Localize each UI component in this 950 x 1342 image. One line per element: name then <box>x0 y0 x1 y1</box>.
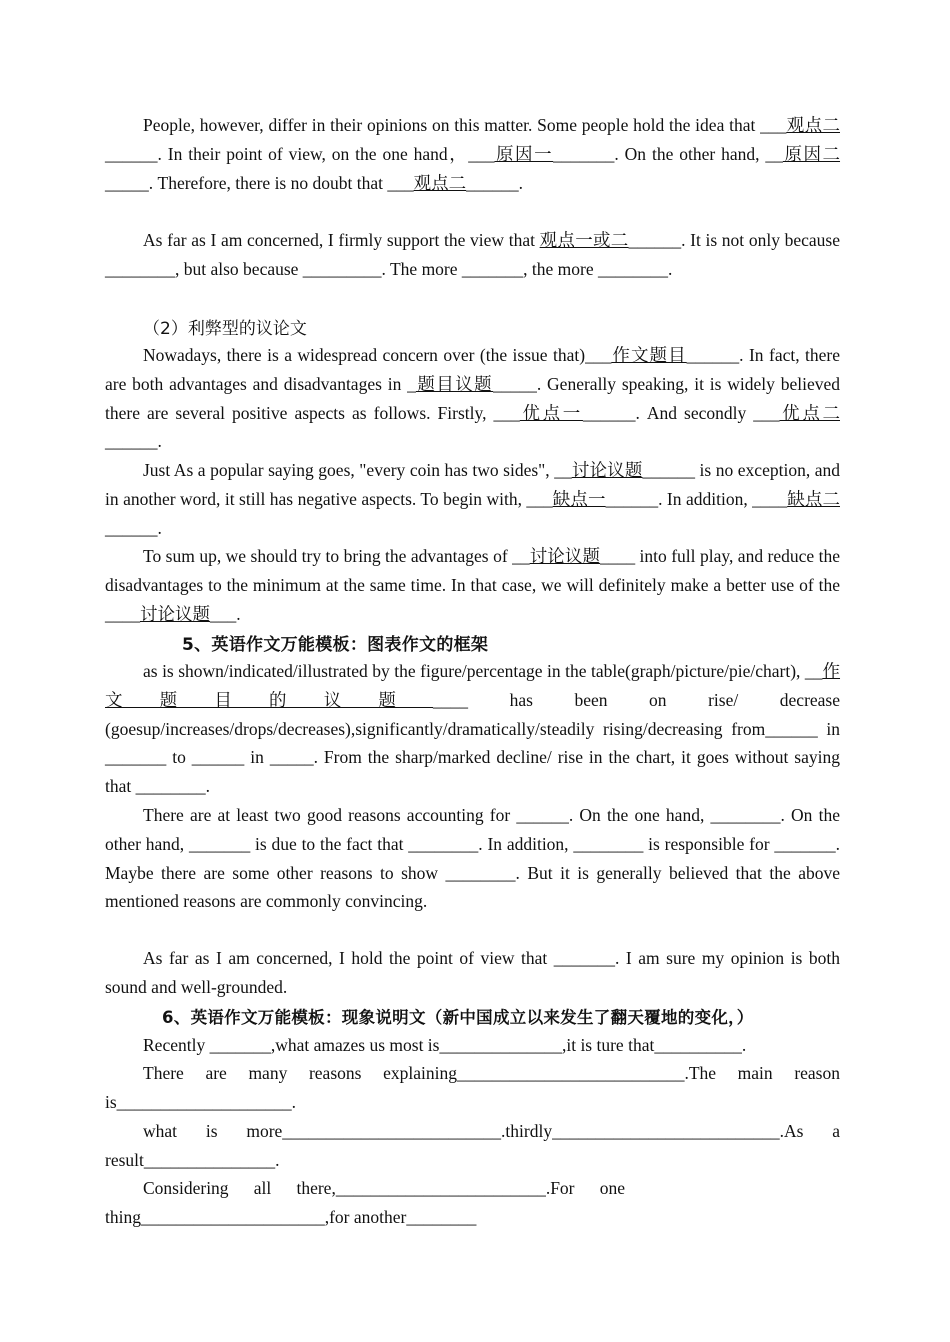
text-run: ______. And secondly ___ <box>582 402 780 423</box>
placeholder-viewpoint-2: 观点二 <box>786 115 840 135</box>
chart-paragraph-1 <box>105 657 840 801</box>
pros-cons-paragraph-2 <box>105 456 840 542</box>
text-run: ______. It is not only because ________, but also because _________. The more _______, the more ________. <box>105 230 840 279</box>
text-run: ______. <box>105 431 162 452</box>
text-run: ______. <box>105 517 162 538</box>
text-run: ______. In their point of view, on the one hand，___ <box>105 143 495 164</box>
text-run: Nowadays, there is a widespread concern over (the issue that)___ <box>143 345 612 365</box>
chart-paragraph-2: There are at least two good reasons accounting for ______. On the one hand, ________. On the other hand, _______ is due to the fact that ________. In addition, ________ is responsible for _______. Maybe there are some other reasons to show ________. But it is generally believed that the above mentioned reasons are commonly convincing. <box>105 805 840 912</box>
phenomenon-paragraph-3: what is more_________________________.thirdly__________________________.As a result_______________. <box>105 1121 840 1170</box>
pros-cons-paragraph-1 <box>105 341 840 456</box>
phenomenon-paragraph-2: There are many reasons explaining__________________________.The main reason is____________________. <box>105 1063 840 1112</box>
placeholder-advantage-2: 优点二 <box>779 402 840 423</box>
text-run: _______. On the other hand, __ <box>553 143 783 164</box>
placeholder-advantage-1: 优点一 <box>519 402 583 423</box>
text-run: as is shown/indicated/illustrated by the figure/percentage in the table(graph/picture/pie/chart), __ <box>143 661 823 681</box>
placeholder-discussion-topic: 讨论议题 <box>529 546 601 566</box>
text-run: ______. <box>466 172 523 193</box>
text-run: ______. In fact, there are both advantages and disadvantages in _ <box>105 345 841 394</box>
phenomenon-paragraph-4: Considering all there,________________________.For one thing_____________________,for another________ <box>105 1178 625 1227</box>
text-run: ____ has been on rise/ decrease (goesup/increases/drops/decreases),significantly/dramatically/steadily rising/decreasing from______ in _______ to ______ in _____. From the sharp/marked decline/ rise in the chart, it goes without saying that ________. <box>105 689 841 797</box>
phenomenon-paragraph-1: Recently _______,what amazes us most is______________,it is ture that__________. <box>143 1035 747 1055</box>
text-run: To sum up, we should try to bring the advantages of __ <box>143 546 530 566</box>
placeholder-essay-topic-issue: 作文题目的议题 <box>105 661 841 710</box>
text-run: ___. <box>210 603 241 624</box>
placeholder-discussion-topic: 讨论议题 <box>140 603 210 624</box>
placeholder-reason-1: 原因一 <box>494 143 554 164</box>
pros-cons-subtitle: （2）利弊型的议论文 <box>143 319 307 339</box>
opinion-paragraph-2 <box>105 226 840 284</box>
chart-paragraph-3: As far as I am concerned, I hold the point of view that _______. I am sure my opinion is both sound and well-grounded. <box>105 948 840 997</box>
pros-cons-paragraph-3 <box>105 542 840 628</box>
text-run: As far as I am concerned, I firmly support the view that <box>143 230 540 250</box>
text-run: _____. Generally speaking, it is widely believed there are several positive aspects as follows. Firstly, ___ <box>105 373 840 423</box>
text-run: ____ into full play, and reduce the disadvantages to the minimum at the same time. In that case, we will definitely make a better use of the ____ <box>105 546 841 624</box>
placeholder-disadvantage-2: 缺点二 <box>787 488 840 509</box>
text-run: Just As a popular saying goes, "every coin has two sides", __ <box>143 460 572 480</box>
placeholder-topic-issue: 题目议题 <box>415 373 494 394</box>
placeholder-essay-topic: 作文题目 <box>611 345 687 365</box>
placeholder-discussion-topic: 讨论议题 <box>571 460 643 480</box>
opinion-paragraph-1 <box>105 111 840 197</box>
placeholder-viewpoint-2: 观点二 <box>413 172 467 193</box>
text-run: ______. In addition, ____ <box>605 488 788 509</box>
placeholder-viewpoint-1-or-2: 观点一或二 <box>539 230 629 250</box>
phenomenon-essay-heading: 6、英语作文万能模板：现象说明文（新中国成立以来发生了翻天覆地的变化，） <box>162 1008 754 1027</box>
chart-essay-heading: 5、英语作文万能模板：图表作文的框架 <box>182 635 489 655</box>
text-run: _____. Therefore, there is no doubt that ___ <box>105 172 414 193</box>
placeholder-reason-2: 原因二 <box>782 143 841 164</box>
text-run: ______ is no exception, and in another word, it still has negative aspects. To begin with, ___ <box>105 460 840 509</box>
placeholder-disadvantage-1: 缺点一 <box>552 488 606 509</box>
text-run: People, however, differ in their opinions on this matter. Some people hold the idea that ___ <box>143 115 787 135</box>
